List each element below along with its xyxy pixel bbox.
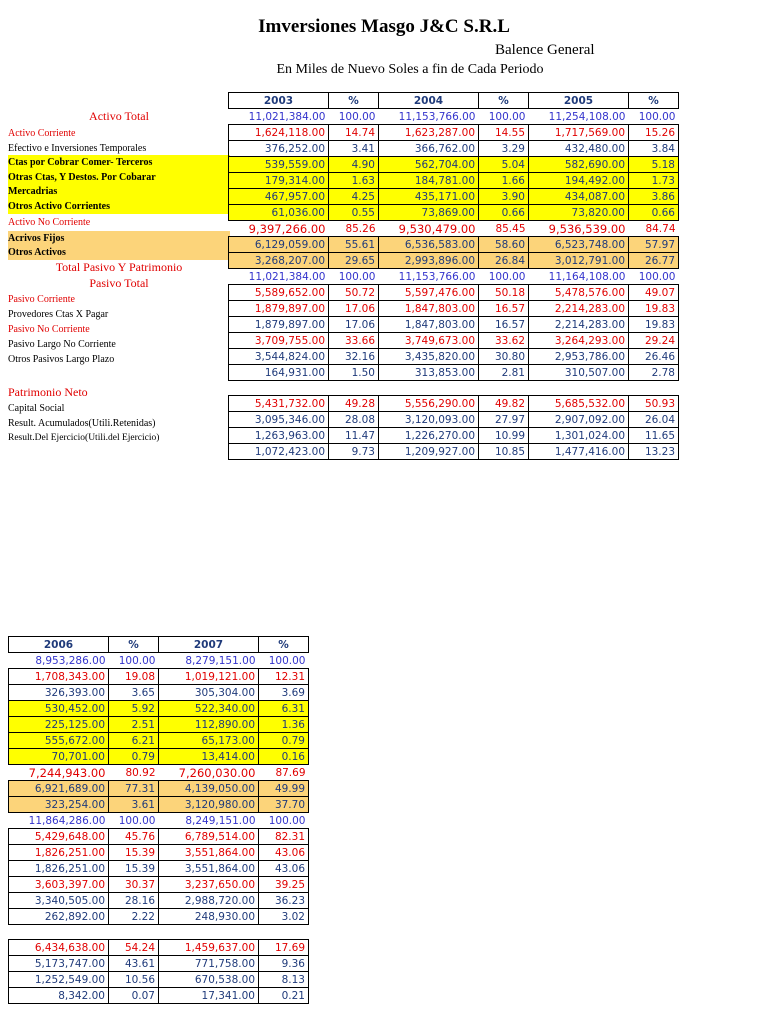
percent-cell: 33.66 (329, 333, 379, 349)
percent-cell: 49.99 (259, 781, 309, 797)
percent-cell: 13.23 (629, 444, 679, 460)
balance-table-2006-2007 (8, 636, 309, 1004)
percent-cell: 14.74 (329, 125, 379, 141)
value-cell: 2,988,720.00 (159, 893, 259, 909)
percent-cell: 5.18 (629, 157, 679, 173)
percent-cell: 0.55 (329, 205, 379, 221)
value-cell: 248,930.00 (159, 909, 259, 925)
label-result-acumulados: Result. Acumulados(Utili.Retenidas) (8, 418, 156, 429)
column-header: % (479, 93, 529, 109)
value-cell: 376,252.00 (229, 141, 329, 157)
percent-cell: 10.85 (479, 444, 529, 460)
label-otros-activo-corrientes: Otros Activo Corrientes (8, 199, 230, 214)
value-cell: 323,254.00 (9, 797, 109, 813)
percent-cell: 0.21 (259, 988, 309, 1004)
table-row (229, 349, 679, 365)
table-row (9, 893, 309, 909)
percent-cell: 0.16 (259, 749, 309, 765)
table-row (229, 333, 679, 349)
percent-cell: 55.61 (329, 237, 379, 253)
percent-cell: 19.83 (629, 317, 679, 333)
percent-cell: 9.36 (259, 956, 309, 972)
value-cell: 11,021,384.00 (248, 110, 326, 123)
value-cell: 1,263,963.00 (229, 428, 329, 444)
value-cell: 3,120,093.00 (379, 412, 479, 428)
value-cell: 7,244,943.00 (28, 765, 106, 780)
percent-cell: 77.31 (109, 781, 159, 797)
table-row (229, 173, 679, 189)
percent-cell: 30.80 (479, 349, 529, 365)
percent-cell: 50.18 (479, 285, 529, 301)
value-cell: 1,826,251.00 (9, 845, 109, 861)
spacer-row (229, 381, 679, 396)
percent-cell: 80.92 (125, 766, 156, 779)
percent-cell: 28.08 (329, 412, 379, 428)
percent-cell: 87.69 (275, 766, 306, 779)
value-cell: 1,826,251.00 (9, 861, 109, 877)
value-cell: 3,551,864.00 (159, 861, 259, 877)
value-cell: 6,523,748.00 (529, 237, 629, 253)
percent-cell: 100.00 (338, 110, 376, 123)
percent-cell: 32.16 (329, 349, 379, 365)
value-cell: 225,125.00 (9, 717, 109, 733)
label-ctas-cobrar: Ctas por Cobrar Comer- Terceros (8, 155, 230, 170)
value-cell: 432,480.00 (529, 141, 629, 157)
table-row (9, 669, 309, 685)
table-row (9, 685, 309, 701)
percent-cell: 10.99 (479, 428, 529, 444)
percent-cell: 1.50 (329, 365, 379, 381)
value-cell: 5,429,648.00 (9, 829, 109, 845)
percent-cell: 19.83 (629, 301, 679, 317)
percent-cell: 100.00 (338, 270, 376, 283)
column-header: 2005 (529, 93, 629, 109)
value-cell: 3,435,820.00 (379, 349, 479, 365)
value-cell: 1,226,270.00 (379, 428, 479, 444)
percent-cell: 85.26 (345, 222, 376, 235)
column-header: % (259, 637, 309, 653)
value-cell: 1,301,024.00 (529, 428, 629, 444)
value-cell: 3,544,824.00 (229, 349, 329, 365)
percent-cell: 26.84 (479, 253, 529, 269)
value-cell: 1,019,121.00 (159, 669, 259, 685)
value-cell: 61,036.00 (229, 205, 329, 221)
label-pasivo-no-corriente: Pasivo No Corriente (8, 324, 90, 335)
value-cell: 13,414.00 (159, 749, 259, 765)
value-cell: 11,864,286.00 (28, 814, 106, 827)
header-row (229, 93, 679, 109)
value-cell: 3,237,650.00 (159, 877, 259, 893)
table-row (9, 988, 309, 1004)
units-note: En Miles de Nuevo Soles a fin de Cada Periodo (276, 62, 544, 77)
value-cell: 1,209,927.00 (379, 444, 479, 460)
table-row (229, 396, 679, 412)
value-cell: 1,624,118.00 (229, 125, 329, 141)
value-cell: 9,536,539.00 (548, 221, 626, 236)
label-pasivo-largo: Pasivo Largo No Corriente (8, 339, 116, 350)
value-cell: 539,559.00 (229, 157, 329, 173)
value-cell: 179,314.00 (229, 173, 329, 189)
percent-cell: 100.00 (638, 270, 676, 283)
label-activo-no-corriente: Activo No Corriente (8, 217, 91, 228)
table-row (229, 444, 679, 460)
percent-cell: 2.81 (479, 365, 529, 381)
value-cell: 3,603,397.00 (9, 877, 109, 893)
value-cell: 1,459,637.00 (159, 940, 259, 956)
percent-cell: 3.90 (479, 189, 529, 205)
value-cell: 5,589,652.00 (229, 285, 329, 301)
table-row (9, 877, 309, 893)
value-cell: 5,478,576.00 (529, 285, 629, 301)
percent-cell: 82.31 (259, 829, 309, 845)
label-total-pasivo-patrimonio: Total Pasivo Y Patrimonio (55, 260, 183, 274)
value-cell: 435,171.00 (379, 189, 479, 205)
value-cell: 1,847,803.00 (379, 301, 479, 317)
percent-cell: 11.47 (329, 428, 379, 444)
value-cell: 70,701.00 (9, 749, 109, 765)
value-cell: 8,249,151.00 (185, 814, 256, 827)
percent-cell: 49.82 (479, 396, 529, 412)
percent-cell: 43.06 (259, 861, 309, 877)
value-cell: 1,477,416.00 (529, 444, 629, 460)
percent-cell: 3.61 (109, 797, 159, 813)
label-activo-total: Activo Total (89, 109, 149, 123)
percent-cell: 11.65 (629, 428, 679, 444)
value-cell: 11,254,108.00 (548, 110, 626, 123)
percent-cell: 43.06 (259, 845, 309, 861)
table-row (9, 749, 309, 765)
table-row (9, 909, 309, 925)
table-row (229, 189, 679, 205)
value-cell: 3,095,346.00 (229, 412, 329, 428)
spacer-cell (229, 381, 679, 396)
table-row (229, 301, 679, 317)
percent-cell: 29.24 (629, 333, 679, 349)
spacer-cell (9, 925, 309, 940)
percent-cell: 0.66 (479, 205, 529, 221)
table-row (229, 221, 679, 237)
value-cell: 194,492.00 (529, 173, 629, 189)
table-row (229, 253, 679, 269)
value-cell: 9,397,266.00 (248, 221, 326, 236)
table-row (9, 940, 309, 956)
value-cell: 73,869.00 (379, 205, 479, 221)
table-row (9, 653, 309, 669)
value-cell: 6,434,638.00 (9, 940, 109, 956)
value-cell: 6,789,514.00 (159, 829, 259, 845)
value-cell: 582,690.00 (529, 157, 629, 173)
table-row (229, 157, 679, 173)
table-row (9, 829, 309, 845)
table-row (229, 285, 679, 301)
value-cell: 771,758.00 (159, 956, 259, 972)
percent-cell: 15.39 (109, 861, 159, 877)
value-cell: 4,139,050.00 (159, 781, 259, 797)
label-otras-ctas: Otras Ctas, Y Destos. Por Cobarar (8, 170, 230, 185)
percent-cell: 43.61 (109, 956, 159, 972)
percent-cell: 5.04 (479, 157, 529, 173)
table-row (229, 428, 679, 444)
value-cell: 1,623,287.00 (379, 125, 479, 141)
percent-cell: 2.22 (109, 909, 159, 925)
header-row (9, 637, 309, 653)
value-cell: 11,164,108.00 (548, 270, 626, 283)
value-cell: 3,120,980.00 (159, 797, 259, 813)
value-cell: 5,173,747.00 (9, 956, 109, 972)
percent-cell: 100.00 (488, 270, 526, 283)
value-cell: 555,672.00 (9, 733, 109, 749)
value-cell: 522,340.00 (159, 701, 259, 717)
percent-cell: 1.73 (629, 173, 679, 189)
percent-cell: 12.31 (259, 669, 309, 685)
table-row (9, 701, 309, 717)
value-cell: 3,264,293.00 (529, 333, 629, 349)
percent-cell: 50.93 (629, 396, 679, 412)
value-cell: 184,781.00 (379, 173, 479, 189)
label-result-ejercicio: Result.Del Ejercicio(Utili.del Ejercicio) (8, 433, 160, 443)
value-cell: 5,685,532.00 (529, 396, 629, 412)
report-subtitle: Balence General (495, 42, 595, 58)
table-row (9, 733, 309, 749)
label-acrivos-fijos: Acrivos Fijos (8, 231, 230, 246)
table-row (9, 797, 309, 813)
label-mercadrias: Mercadrias (8, 184, 230, 199)
label-activo-corriente: Activo Corriente (8, 128, 76, 139)
label-efectivo: Efectivo e Inversiones Temporales (8, 143, 147, 154)
percent-cell: 17.69 (259, 940, 309, 956)
percent-cell: 14.55 (479, 125, 529, 141)
value-cell: 73,820.00 (529, 205, 629, 221)
column-header: 2004 (379, 93, 479, 109)
percent-cell: 0.79 (259, 733, 309, 749)
table-row (9, 717, 309, 733)
table-row (229, 205, 679, 221)
percent-cell: 39.25 (259, 877, 309, 893)
value-cell: 326,393.00 (9, 685, 109, 701)
value-cell: 164,931.00 (229, 365, 329, 381)
percent-cell: 16.57 (479, 317, 529, 333)
value-cell: 3,709,755.00 (229, 333, 329, 349)
table-row (9, 765, 309, 781)
percent-cell: 3.29 (479, 141, 529, 157)
percent-cell: 36.23 (259, 893, 309, 909)
value-cell: 5,556,290.00 (379, 396, 479, 412)
percent-cell: 100.00 (488, 110, 526, 123)
value-cell: 7,260,030.00 (178, 765, 256, 780)
percent-cell: 15.26 (629, 125, 679, 141)
percent-cell: 4.90 (329, 157, 379, 173)
value-cell: 3,268,207.00 (229, 253, 329, 269)
column-header: 2007 (159, 637, 259, 653)
label-otros-pasivos: Otros Pasivos Largo Plazo (8, 354, 115, 365)
percent-cell: 49.28 (329, 396, 379, 412)
label-proveedores: Provedores Ctas X Pagar (8, 309, 109, 320)
percent-cell: 5.92 (109, 701, 159, 717)
percent-cell: 3.41 (329, 141, 379, 157)
value-cell: 9,530,479.00 (398, 221, 476, 236)
percent-cell: 29.65 (329, 253, 379, 269)
value-cell: 8,279,151.00 (185, 654, 256, 667)
percent-cell: 27.97 (479, 412, 529, 428)
percent-cell: 6.31 (259, 701, 309, 717)
column-header: 2006 (9, 637, 109, 653)
value-cell: 8,342.00 (9, 988, 109, 1004)
percent-cell: 100.00 (118, 814, 156, 827)
value-cell: 1,847,803.00 (379, 317, 479, 333)
percent-cell: 100.00 (118, 654, 156, 667)
percent-cell: 9.73 (329, 444, 379, 460)
percent-cell: 57.97 (629, 237, 679, 253)
table-row (229, 365, 679, 381)
value-cell: 1,072,423.00 (229, 444, 329, 460)
value-cell: 1,879,897.00 (229, 317, 329, 333)
value-cell: 6,536,583.00 (379, 237, 479, 253)
percent-cell: 100.00 (268, 654, 306, 667)
value-cell: 530,452.00 (9, 701, 109, 717)
label-otros-activos: Otros Activos (8, 245, 230, 260)
percent-cell: 100.00 (268, 814, 306, 827)
column-header: % (629, 93, 679, 109)
value-cell: 562,704.00 (379, 157, 479, 173)
table-row (229, 125, 679, 141)
value-cell: 670,538.00 (159, 972, 259, 988)
percent-cell: 10.56 (109, 972, 159, 988)
percent-cell: 3.86 (629, 189, 679, 205)
value-cell: 11,021,384.00 (248, 270, 326, 283)
value-cell: 467,957.00 (229, 189, 329, 205)
percent-cell: 54.24 (109, 940, 159, 956)
label-pasivo-corriente: Pasivo Corriente (8, 294, 75, 305)
label-capital-social: Capital Social (8, 403, 65, 414)
percent-cell: 8.13 (259, 972, 309, 988)
value-cell: 1,879,897.00 (229, 301, 329, 317)
percent-cell: 1.66 (479, 173, 529, 189)
value-cell: 65,173.00 (159, 733, 259, 749)
percent-cell: 100.00 (638, 110, 676, 123)
percent-cell: 0.07 (109, 988, 159, 1004)
percent-cell: 15.39 (109, 845, 159, 861)
table-row (229, 317, 679, 333)
percent-cell: 17.06 (329, 317, 379, 333)
table-row (229, 269, 679, 285)
table-row (9, 781, 309, 797)
percent-cell: 50.72 (329, 285, 379, 301)
table-row (229, 141, 679, 157)
value-cell: 310,507.00 (529, 365, 629, 381)
value-cell: 11,153,766.00 (398, 110, 476, 123)
table-row (229, 412, 679, 428)
value-cell: 3,551,864.00 (159, 845, 259, 861)
value-cell: 305,304.00 (159, 685, 259, 701)
percent-cell: 1.63 (329, 173, 379, 189)
percent-cell: 58.60 (479, 237, 529, 253)
percent-cell: 26.46 (629, 349, 679, 365)
value-cell: 11,153,766.00 (398, 270, 476, 283)
column-header: % (329, 93, 379, 109)
percent-cell: 0.66 (629, 205, 679, 221)
percent-cell: 45.76 (109, 829, 159, 845)
percent-cell: 28.16 (109, 893, 159, 909)
percent-cell: 6.21 (109, 733, 159, 749)
percent-cell: 3.02 (259, 909, 309, 925)
percent-cell: 84.74 (645, 222, 676, 235)
spacer-row (9, 925, 309, 940)
value-cell: 2,214,283.00 (529, 301, 629, 317)
percent-cell: 3.65 (109, 685, 159, 701)
percent-cell: 3.69 (259, 685, 309, 701)
table-row (9, 956, 309, 972)
balance-table-2003-2005 (228, 92, 679, 460)
value-cell: 1,252,549.00 (9, 972, 109, 988)
value-cell: 5,431,732.00 (229, 396, 329, 412)
company-title: Imversiones Masgo J&C S.R.L (258, 16, 510, 37)
value-cell: 6,129,059.00 (229, 237, 329, 253)
label-patrimonio-neto: Patrimonio Neto (8, 385, 88, 399)
percent-cell: 17.06 (329, 301, 379, 317)
value-cell: 8,953,286.00 (35, 654, 106, 667)
percent-cell: 0.79 (109, 749, 159, 765)
label-pasivo-total: Pasivo Total (89, 276, 149, 290)
value-cell: 366,762.00 (379, 141, 479, 157)
table-row (9, 813, 309, 829)
value-cell: 2,907,092.00 (529, 412, 629, 428)
column-header: 2003 (229, 93, 329, 109)
table-row (9, 845, 309, 861)
percent-cell: 2.51 (109, 717, 159, 733)
percent-cell: 1.36 (259, 717, 309, 733)
percent-cell: 19.08 (109, 669, 159, 685)
value-cell: 2,214,283.00 (529, 317, 629, 333)
value-cell: 3,340,505.00 (9, 893, 109, 909)
value-cell: 1,708,343.00 (9, 669, 109, 685)
value-cell: 2,993,896.00 (379, 253, 479, 269)
percent-cell: 85.45 (495, 222, 526, 235)
table-row (9, 861, 309, 877)
value-cell: 434,087.00 (529, 189, 629, 205)
value-cell: 17,341.00 (159, 988, 259, 1004)
percent-cell: 37.70 (259, 797, 309, 813)
value-cell: 5,597,476.00 (379, 285, 479, 301)
table-row (229, 237, 679, 253)
percent-cell: 49.07 (629, 285, 679, 301)
value-cell: 3,012,791.00 (529, 253, 629, 269)
value-cell: 262,892.00 (9, 909, 109, 925)
table-row (229, 109, 679, 125)
percent-cell: 3.84 (629, 141, 679, 157)
percent-cell: 30.37 (109, 877, 159, 893)
column-header: % (109, 637, 159, 653)
table-row (9, 972, 309, 988)
percent-cell: 26.04 (629, 412, 679, 428)
percent-cell: 33.62 (479, 333, 529, 349)
value-cell: 3,749,673.00 (379, 333, 479, 349)
value-cell: 112,890.00 (159, 717, 259, 733)
value-cell: 1,717,569.00 (529, 125, 629, 141)
percent-cell: 16.57 (479, 301, 529, 317)
percent-cell: 2.78 (629, 365, 679, 381)
value-cell: 2,953,786.00 (529, 349, 629, 365)
value-cell: 6,921,689.00 (9, 781, 109, 797)
percent-cell: 26.77 (629, 253, 679, 269)
value-cell: 313,853.00 (379, 365, 479, 381)
percent-cell: 4.25 (329, 189, 379, 205)
